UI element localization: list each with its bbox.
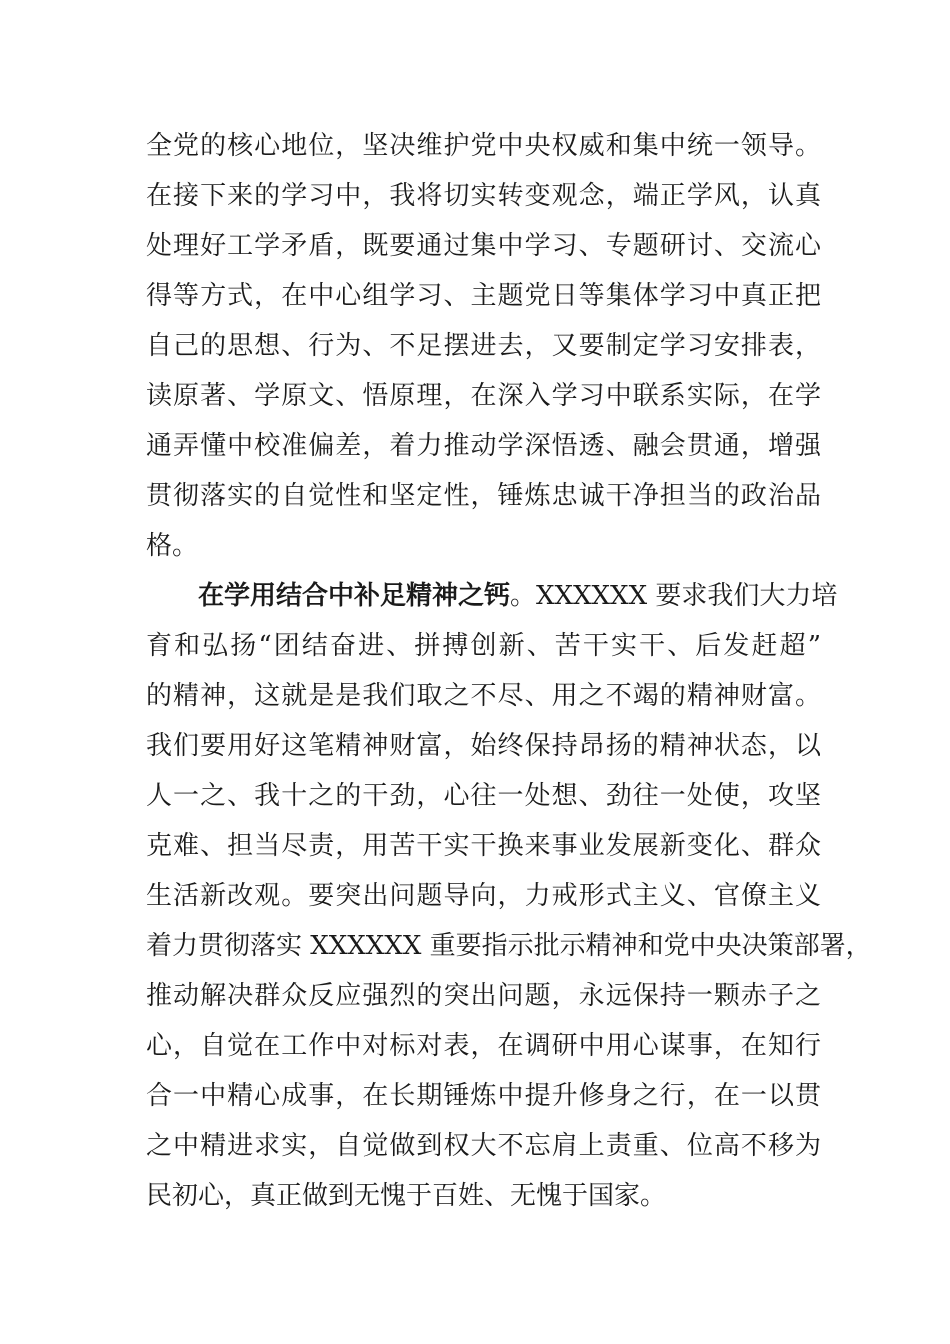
text-line: 通弄懂中校准偏差，着力推动学深悟透、融会贯通，增强 bbox=[146, 431, 821, 461]
paragraph-heading: 在学用结合中补足精神之钙 bbox=[198, 581, 511, 611]
text-line: 得等方式，在中心组学习、主题党日等集体学习中真正把 bbox=[146, 281, 821, 311]
text-line: 的精神，这就是是我们取之不尽、用之不竭的精神财富。 bbox=[146, 681, 821, 711]
text-line: 处理好工学矛盾，既要通过集中学习、专题研讨、交流心 bbox=[146, 231, 821, 261]
text-line: 推动解决群众反应强烈的突出问题，永远保持一颗赤子之 bbox=[146, 981, 821, 1011]
text-line: 之中精进求实，自觉做到权大不忘肩上责重、位高不移为 bbox=[146, 1131, 821, 1161]
document-body bbox=[146, 121, 872, 1221]
text-line: 生活新改观。要突出问题导向，力戒形式主义、官僚主义 bbox=[146, 881, 821, 911]
text-line: 自己的思想、行为、不足摆进去，又要制定学习安排表， bbox=[146, 331, 821, 361]
text-line: 着力贯彻落实 XXXXXX 重要指示批示精神和党中央决策部署， bbox=[146, 931, 872, 961]
text-line: 克难、担当尽责，用苦干实干换来事业发展新变化、群众 bbox=[146, 831, 821, 861]
paragraph-1 bbox=[146, 121, 821, 571]
text-run: 。XXXXXX 要求我们大力培 bbox=[510, 581, 838, 611]
text-line: 心，自觉在工作中对标对表，在调研中用心谋事，在知行 bbox=[146, 1031, 821, 1061]
text-line: 民初心，真正做到无愧于百姓、无愧于国家。 bbox=[146, 1181, 667, 1211]
paragraph-first-line bbox=[146, 571, 838, 621]
text-line: 我们要用好这笔精神财富，始终保持昂扬的精神状态，以 bbox=[146, 731, 821, 761]
text-line: 格。 bbox=[146, 531, 199, 561]
text-line: 人一之、我十之的干劲，心往一处想、劲往一处使，攻坚 bbox=[146, 781, 821, 811]
text-line: 在接下来的学习中，我将切实转变观念，端正学风，认真 bbox=[146, 181, 821, 211]
text-line: 贯彻落实的自觉性和坚定性，锤炼忠诚干净担当的政治品 bbox=[146, 481, 821, 511]
paragraph-2 bbox=[146, 571, 872, 1221]
text-line: 读原著、学原文、悟原理，在深入学习中联系实际，在学 bbox=[146, 381, 821, 411]
text-line: 合一中精心成事，在长期锤炼中提升修身之行，在一以贯 bbox=[146, 1081, 821, 1111]
text-line: 育和弘扬“团结奋进、拼搏创新、苦干实干、后发赶超” bbox=[146, 631, 821, 661]
text-line: 全党的核心地位，坚决维护党中央权威和集中统一领导。 bbox=[146, 131, 821, 161]
